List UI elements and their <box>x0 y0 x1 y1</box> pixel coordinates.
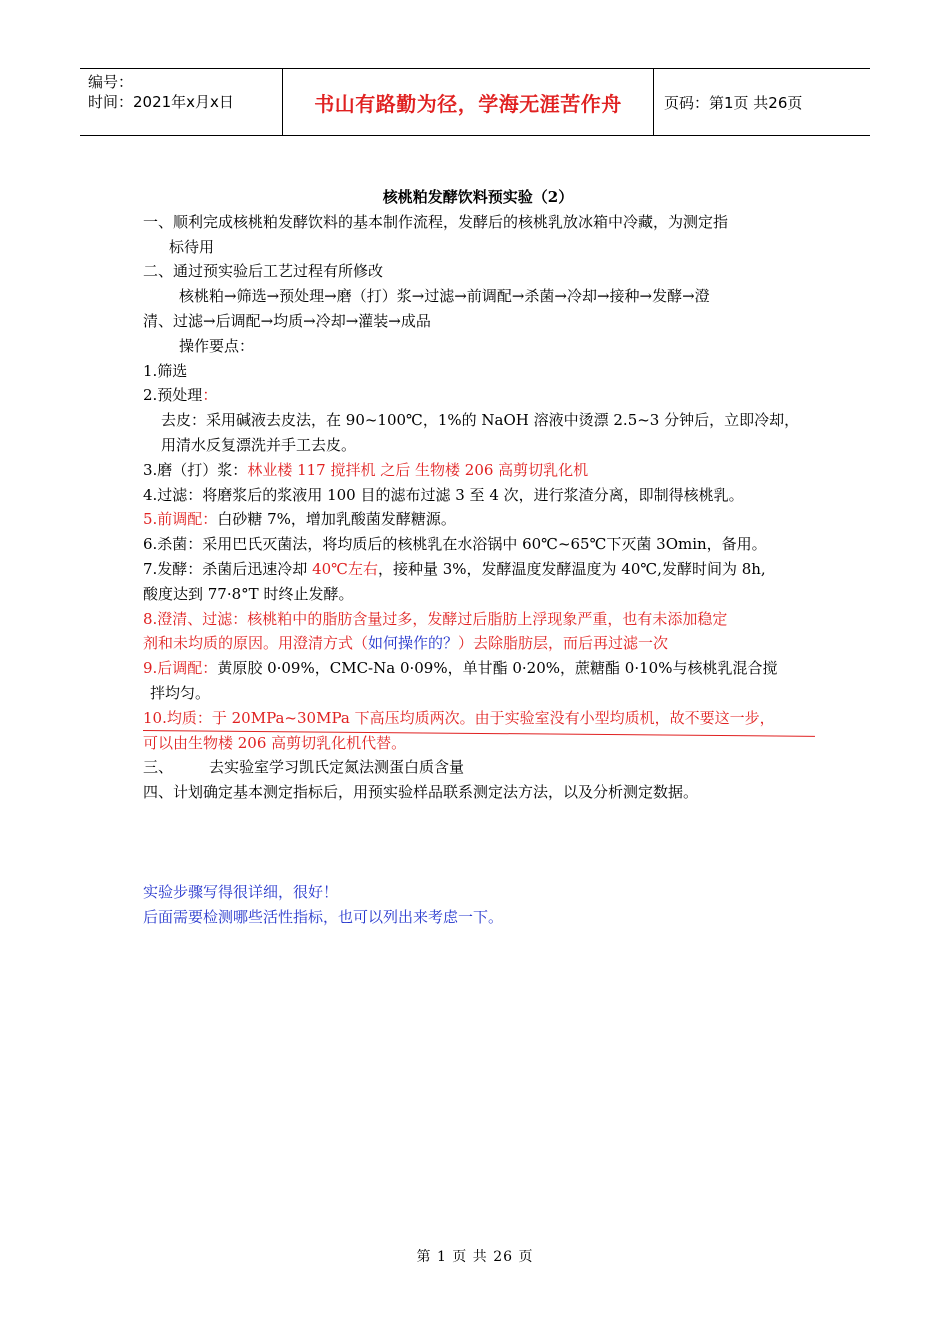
reviewer-comments <box>143 880 503 930</box>
item-8-part-c: ）去除脂肪层，而后再过滤一次 <box>458 634 669 653</box>
doc-title: 核桃粕发酵饮料预实验（2） <box>382 188 574 206</box>
item-5-label: 5.前调配： <box>143 510 218 529</box>
item-2-label: 2.预处理 <box>143 386 203 405</box>
item-2 <box>143 383 813 408</box>
item-7-part-a: 7.发酵：杀菌后迅速冷却 <box>143 559 313 578</box>
item-8-line-1: 8.澄清、过滤：核桃粕中的脂肪含量过多，发酵过后脂肪上浮现象严重，也有未添加稳定 <box>143 609 728 628</box>
process-flow-line-1: 核桃粕→筛选→预处理→磨（打）浆→过滤→前调配→杀菌→冷却→接种→发酵→澄 <box>179 287 710 306</box>
item-6: 6.杀菌：采用巴氏灭菌法，将均质后的核桃乳在水浴锅中 60℃~65℃下灭菌 3Omin，备用。 <box>143 535 767 554</box>
item-8-line-2 <box>143 631 813 656</box>
operations-heading: 操作要点： <box>179 336 255 355</box>
item-2-detail-line-2: 用清水反复漂洗并手工去皮。 <box>161 435 357 454</box>
item-9 <box>143 656 813 681</box>
document-body <box>143 185 813 805</box>
comment-1: 实验步骤写得很详细，很好！ <box>143 883 339 901</box>
header-page-info: 页码：第1页 共26页 <box>664 93 803 112</box>
item-2-colon: ： <box>202 386 218 405</box>
item-3-label: 3.磨（打）浆： <box>143 460 248 479</box>
item-3-note: 林业楼 117 搅拌机 之后 生物楼 206 高剪切乳化机 <box>247 460 589 479</box>
item-7 <box>143 557 813 582</box>
item-8-part-a: 剂和未均质的原因。用澄清方式（ <box>143 634 369 653</box>
comment-2: 后面需要检测哪些活性指标，也可以列出来考虑一下。 <box>143 908 504 926</box>
item-5 <box>143 507 813 532</box>
section-2-heading: 二、通过预实验后工艺过程有所修改 <box>143 262 384 281</box>
item-3 <box>143 458 813 483</box>
item-4: 4.过滤：将磨浆后的浆液用 100 目的滤布过滤 3 至 4 次，进行浆渣分离，即制得核桃乳。 <box>143 485 744 504</box>
item-1: 1.筛选 <box>143 361 188 380</box>
page-header <box>80 68 870 136</box>
item-9-label: 9.后调配： <box>143 659 218 678</box>
item-2-detail-line-1: 去皮：采用碱液去皮法，在 90~100℃，1%的 NaOH 溶液中烫漂 2.5~3 分钟后，立即冷却， <box>161 411 800 430</box>
section-4: 四、计划确定基本测定指标后，用预实验样品联系测定法方法，以及分析测定数据。 <box>143 783 699 802</box>
item-5-text: 白砂糖 7%，增加乳酸菌发酵糖源。 <box>217 510 456 529</box>
item-9-text: 黄原胶 0·09%，CMC-Na 0·09%，单甘酯 0·20%，蔗糖酯 0·10%与核桃乳混合搅 <box>217 659 778 678</box>
number-label: 编号： <box>88 73 134 91</box>
page-footer: 第 1 页 共 26 页 <box>416 1249 534 1265</box>
item-7-highlight: 40℃左右 <box>312 559 378 578</box>
date-label: 时间：2021年x月x日 <box>88 93 234 111</box>
item-7-part-c: ，接种量 3%，发酵温度发酵温度为 40℃,发酵时间为 8h, <box>377 559 766 578</box>
item-10-line-1: 10.均质：于 20MPa~30MPa 下高压均质两次。由于实验室没有小型均质机，故不要这一步， <box>143 708 775 727</box>
item-7-line-2: 酸度达到 77·8°T 时终止发酵。 <box>143 584 354 603</box>
process-flow-line-2: 清、过滤→后调配→均质→冷却→灌装→成品 <box>143 311 431 330</box>
section-1-line-2: 标待用 <box>169 237 215 256</box>
section-3-text: 去实验室学习凯氏定氮法测蛋白质含量 <box>209 758 465 777</box>
item-10-line-2: 可以由生物楼 206 高剪切乳化机代替。 <box>143 733 407 752</box>
section-1-line-1: 一、顺利完成核桃粕发酵饮料的基本制作流程，发酵后的核桃乳放冰箱中冷藏，为测定指 <box>143 212 729 231</box>
item-9-line-2: 拌均匀。 <box>150 683 211 702</box>
header-motto: 书山有路勤为径，学海无涯苦作舟 <box>282 69 654 135</box>
section-3-number: 三、 <box>143 758 174 777</box>
header-left <box>80 69 282 135</box>
item-8-question: 如何操作的？ <box>368 634 459 653</box>
section-3 <box>143 755 813 780</box>
